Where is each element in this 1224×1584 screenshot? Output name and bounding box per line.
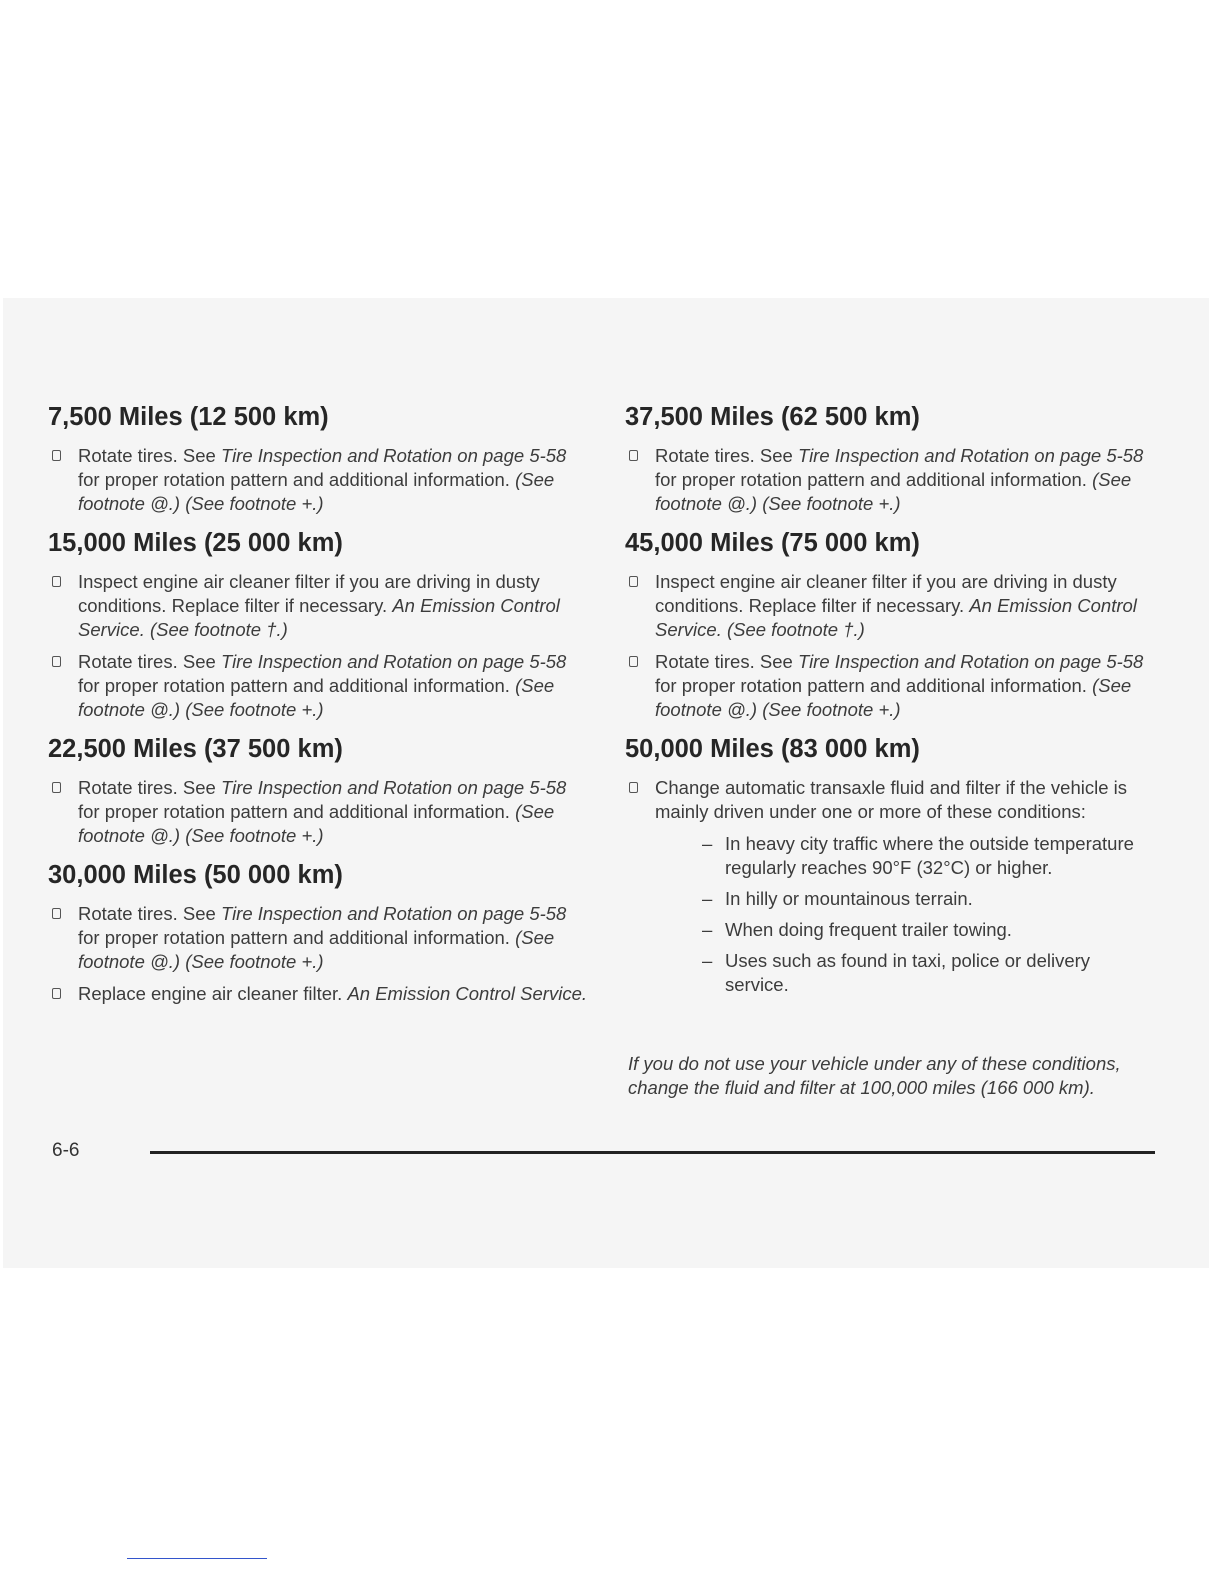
checklist-item: Rotate tires. See Tire Inspection and Rotation on page 5-58 for proper rotation pattern and additional information. (See footnote @.) (See footnote +.) bbox=[48, 776, 593, 848]
section-15000 bbox=[48, 528, 593, 722]
section-heading: 37,500 Miles (62 500 km) bbox=[625, 403, 920, 431]
checklist-item: Inspect engine air cleaner filter if you are driving in dusty conditions. Replace filter if necessary. An Emission Control Service. (See footnote †.) bbox=[48, 570, 593, 642]
section-heading: 22,500 Miles (37 500 km) bbox=[48, 735, 343, 763]
checkbox-icon bbox=[52, 656, 61, 667]
section-45000 bbox=[625, 528, 1155, 722]
checklist-item: Rotate tires. See Tire Inspection and Rotation on page 5-58 for proper rotation pattern and additional information. (See footnote @.) (See footnote +.) bbox=[48, 902, 593, 974]
checklist-item: Replace engine air cleaner filter. An Emission Control Service. bbox=[48, 982, 593, 1006]
section-7500 bbox=[48, 402, 593, 516]
fluid-change-note: If you do not use your vehicle under any of these conditions, change the fluid and filter at 100,000 miles (166 000 km). bbox=[628, 1053, 1121, 1098]
checklist-item: Rotate tires. See Tire Inspection and Rotation on page 5-58 for proper rotation pattern and additional information. (See footnote @.) (See footnote +.) bbox=[48, 444, 593, 516]
checkbox-icon bbox=[52, 576, 61, 587]
checkbox-icon bbox=[52, 782, 61, 793]
condition-item: – In hilly or mountainous terrain. bbox=[702, 888, 973, 909]
dash-icon: – bbox=[702, 888, 713, 909]
footer-rule bbox=[150, 1151, 1155, 1154]
left-column bbox=[48, 402, 593, 1018]
checklist-item: Change automatic transaxle fluid and filter if the vehicle is mainly driven under one or more of these conditions: bbox=[625, 776, 1155, 824]
section-heading: 7,500 Miles (12 500 km) bbox=[48, 403, 329, 431]
section-heading: 30,000 Miles (50 000 km) bbox=[48, 861, 343, 889]
right-column bbox=[625, 402, 1155, 1009]
checkbox-icon bbox=[629, 450, 638, 461]
section-50000 bbox=[625, 734, 1155, 997]
checkbox-icon bbox=[52, 988, 61, 999]
checkbox-icon bbox=[629, 656, 638, 667]
checkbox-icon bbox=[629, 576, 638, 587]
link-underline[interactable] bbox=[127, 1558, 267, 1559]
section-37500 bbox=[625, 402, 1155, 516]
dash-icon: – bbox=[702, 833, 713, 854]
condition-item: – Uses such as found in taxi, police or delivery service. bbox=[702, 950, 1091, 995]
checklist-item: Rotate tires. See Tire Inspection and Rotation on page 5-58 for proper rotation pattern and additional information. (See footnote @.) (See footnote +.) bbox=[625, 444, 1155, 516]
section-heading: 50,000 Miles (83 000 km) bbox=[625, 735, 920, 763]
checklist-item: Rotate tires. See Tire Inspection and Rotation on page 5-58 for proper rotation pattern and additional information. (See footnote @.) (See footnote +.) bbox=[48, 650, 593, 722]
section-22500 bbox=[48, 734, 593, 848]
section-30000 bbox=[48, 860, 593, 1006]
condition-item: – When doing frequent trailer towing. bbox=[702, 919, 1012, 940]
condition-item: – In heavy city traffic where the outside temperature regularly reaches 90°F (32°C) or higher. bbox=[702, 833, 1134, 878]
page-number: 6-6 bbox=[52, 1140, 80, 1161]
checkbox-icon bbox=[52, 450, 61, 461]
dash-icon: – bbox=[702, 919, 713, 940]
checklist-item: Rotate tires. See Tire Inspection and Rotation on page 5-58 for proper rotation pattern and additional information. (See footnote @.) (See footnote +.) bbox=[625, 650, 1155, 722]
checkbox-icon bbox=[629, 782, 638, 793]
dash-icon: – bbox=[702, 950, 713, 971]
section-heading: 45,000 Miles (75 000 km) bbox=[625, 529, 920, 557]
section-heading: 15,000 Miles (25 000 km) bbox=[48, 529, 343, 557]
checkbox-icon bbox=[52, 908, 61, 919]
checklist-item: Inspect engine air cleaner filter if you are driving in dusty conditions. Replace filter if necessary. An Emission Control Service. (See footnote †.) bbox=[625, 570, 1155, 642]
